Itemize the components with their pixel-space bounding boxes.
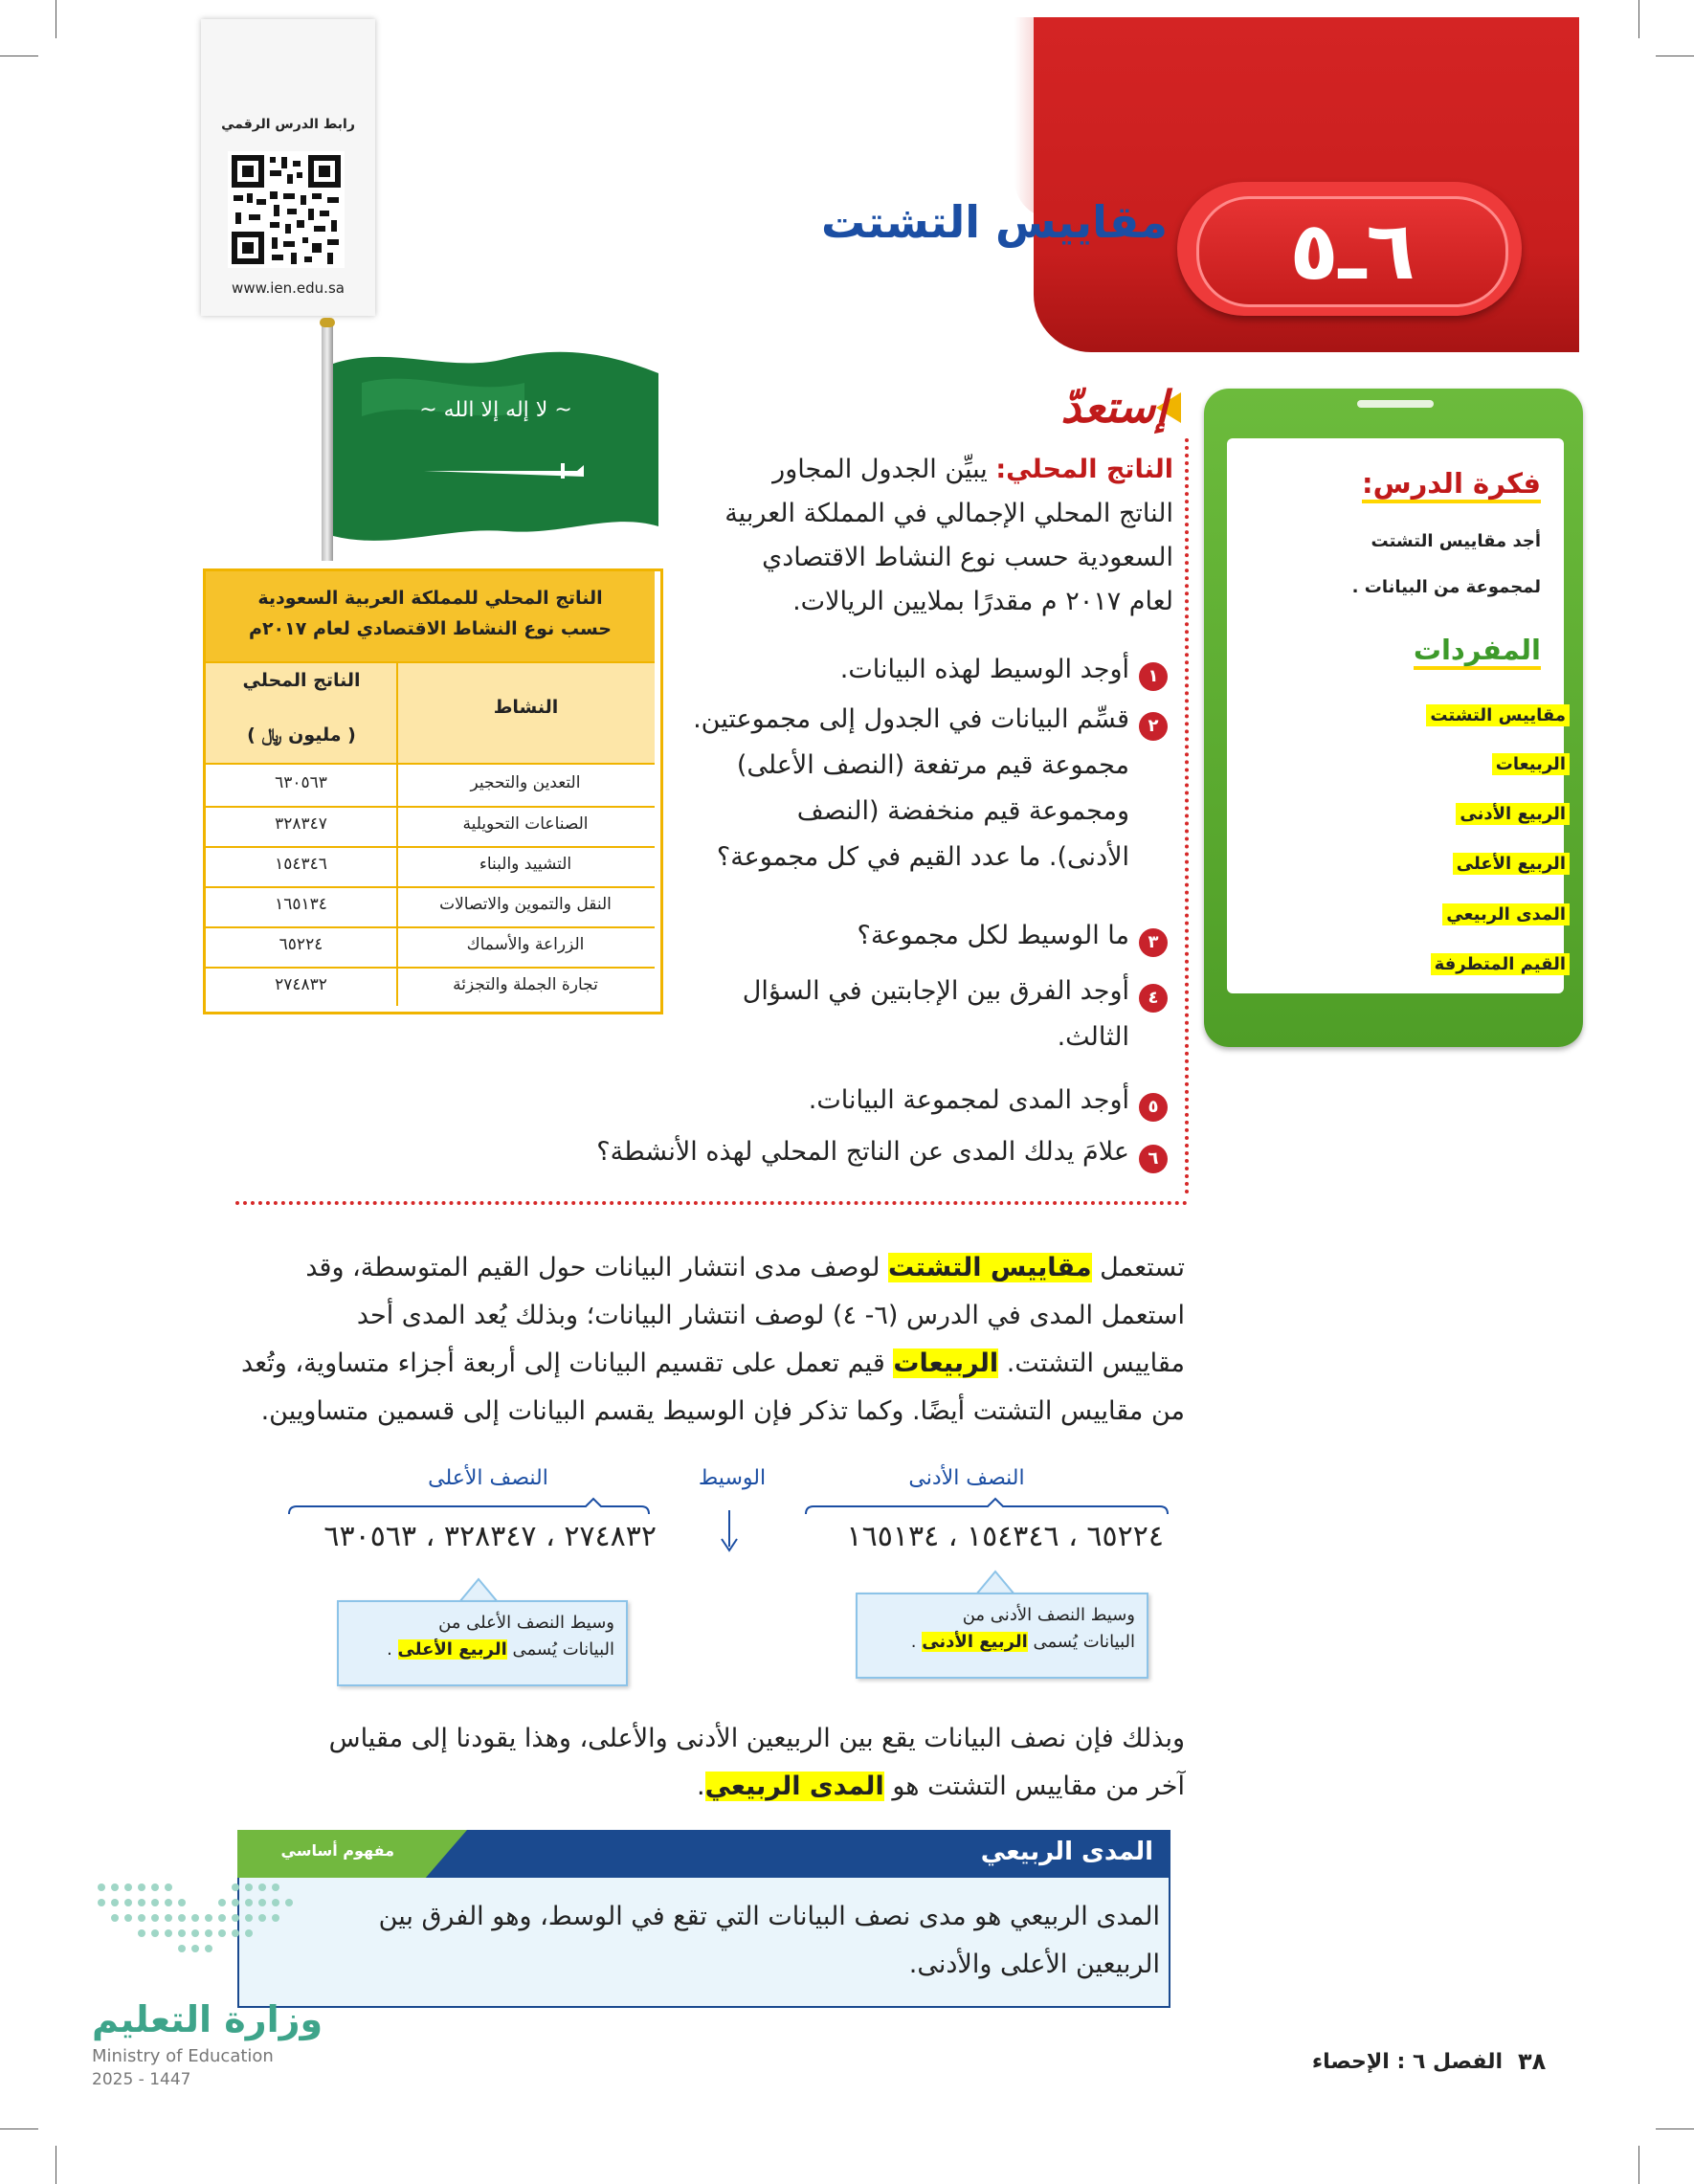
question-2-line1: قسِّم البيانات في الجدول إلى مجموعتين. — [693, 704, 1129, 734]
callout-upper-quartile — [337, 1600, 628, 1686]
table-cell-activity: تجارة الجملة والتجزئة — [453, 975, 598, 994]
table-cell-activity: النقل والتموين والاتصالات — [439, 895, 612, 914]
question-2-line3: ومجموعة قيم منخفضة (النصف — [796, 796, 1129, 826]
col-header-unit: ( مليون ﷼ ) — [247, 724, 356, 746]
callout-upper-line1: وسيط النصف الأعلى من — [438, 1613, 614, 1633]
concept-text — [287, 1893, 1160, 1989]
callout-pointer — [974, 1570, 1016, 1594]
vocab-heading — [1244, 634, 1541, 666]
explore-heading: إستعدّ — [1060, 381, 1168, 433]
body-line2: استعمل المدى في الدرس (٦- ٤) لوصف انتشار البيانات؛ وبذلك يُعد المدى أحد — [356, 1301, 1185, 1330]
lesson-idea-line2: لمجموعة من البيانات . — [1351, 577, 1541, 597]
svg-text:~ ﻻ إله إلا الله ~: ~ ﻻ إله إلا الله ~ — [419, 398, 572, 422]
intro-line3: السعودية حسب نوع النشاط الاقتصادي — [762, 543, 1173, 572]
table-rule — [206, 967, 655, 969]
col-header-activity: النشاط — [493, 697, 559, 718]
qr-label: رابط الدرس الرقمي — [221, 117, 355, 132]
question-2-line2: مجموعة قيم مرتفعة (النصف الأعلى) — [736, 750, 1129, 780]
edition-year: 2025 - 1447 — [92, 2070, 191, 2089]
intro-line1: يبيِّن الجدول المجاور — [772, 455, 988, 484]
table-cell-activity: الزراعة والأسماك — [466, 935, 585, 954]
body-line4: من مقاييس التشتت أيضًا. وكما تذكر فإن الوسيط يقسم البيانات إلى قسمين متساويين. — [260, 1396, 1185, 1426]
label-lower-half: النصف الأدنى — [908, 1466, 1025, 1490]
question-4-line2: الثالث. — [1057, 1022, 1129, 1052]
body-text: تستعمل — [1100, 1253, 1185, 1282]
vocab-item[interactable]: مقاييس التشتت — [1426, 704, 1570, 726]
question-2-line4: الأدنى). ما عدد القيم في كل مجموعة؟ — [716, 842, 1129, 872]
col-header-output: الناتج المحلي — [242, 670, 361, 691]
concept-title: المدى الربيعي — [980, 1838, 1153, 1866]
callout-upper-text: البيانات يُسمى — [512, 1639, 614, 1660]
flag-pole — [322, 322, 333, 561]
question-number: ٤ — [1139, 984, 1168, 1013]
body-text: مقاييس التشتت. — [1006, 1348, 1185, 1378]
lesson-title: مقاييس التشتت — [820, 196, 1168, 248]
qr-code-icon[interactable] — [228, 151, 345, 268]
table-cell-activity: التشييد والبناء — [479, 855, 572, 874]
explore-dotted-border — [1185, 438, 1189, 1194]
vocab-item[interactable]: الربيع الأدنى — [1456, 803, 1570, 825]
concept-line1: المدى الربيعي هو مدى نصف البيانات التي تقع في الوسط، وهو الفرق بين — [378, 1902, 1160, 1931]
callout-lower-line1: وسيط النصف الأدنى من — [962, 1605, 1135, 1625]
qr-url[interactable]: www.ien.edu.sa — [232, 279, 345, 297]
callout-lower-text: البيانات يُسمى — [1033, 1632, 1135, 1652]
concept-line2: الربيعين الأعلى والأدنى. — [908, 1950, 1160, 1979]
lesson-idea-line1: أجد مقاييس التشتت — [1371, 531, 1541, 551]
crop-mark — [1638, 2146, 1639, 2184]
table-rule — [206, 846, 655, 848]
concept-tag: مفهوم أساسي — [280, 1841, 394, 1860]
explore-intro — [687, 448, 1173, 624]
question-number: ١ — [1139, 662, 1168, 691]
lesson-idea-title: فكرة الدرس: — [1362, 467, 1541, 503]
table-rule — [206, 763, 655, 765]
table-cell-value: ٦٣٠٥٦٣ — [275, 773, 327, 792]
table-cell-value: ٦٥٢٢٤ — [279, 935, 323, 954]
table-cell-value: ٢٧٤٨٣٢ — [275, 975, 327, 994]
table-cell-value: ١٦٥١٣٤ — [275, 895, 327, 914]
question-number: ٥ — [1139, 1093, 1168, 1122]
pole-cap — [320, 318, 335, 327]
page-number: ٣٨ — [1518, 2048, 1547, 2075]
intro-line4: لعام ٢٠١٧ م مقدرًا بملايين الريالات. — [792, 587, 1173, 616]
body-paragraph-2 — [230, 1715, 1185, 1811]
question-4-line1: أوجد الفرق بين الإجابتين في السؤال — [742, 976, 1129, 1006]
body-text: آخر من مقاييس التشتت هو — [892, 1772, 1185, 1801]
table-rule — [206, 661, 655, 663]
sidebar-handle — [1357, 400, 1434, 408]
saudi-flag-icon — [333, 345, 658, 546]
callout-period: . — [387, 1639, 392, 1660]
callout-lower-quartile — [856, 1593, 1148, 1679]
body-text: لوصف مدى انتشار البيانات حول القيم المتوسطة، وقد — [305, 1253, 880, 1282]
question-number: ٦ — [1139, 1145, 1168, 1173]
question-3: ما الوسيط لكل مجموعة؟ — [857, 921, 1129, 950]
table-cell-activity: الصناعات التحويلية — [462, 814, 589, 834]
vocab-item[interactable]: المدى الربيعي — [1442, 903, 1570, 925]
body-text: قيم تعمل على تقسيم البيانات إلى أربعة أجزاء متساوية، وتُعد — [241, 1348, 885, 1378]
chapter-label: الفصل ٦ : الإحصاء — [1311, 2050, 1503, 2074]
body-text: . — [696, 1772, 705, 1801]
table-cell-value: ٣٢٨٣٤٧ — [275, 814, 327, 834]
callout-pointer — [457, 1577, 500, 1602]
table-cell-activity: التعدين والتحجير — [470, 773, 581, 792]
term-lower-quartile: الربيع الأدنى — [922, 1632, 1028, 1652]
table-rule — [206, 926, 655, 928]
callout-period: . — [910, 1632, 917, 1652]
vocab-item[interactable]: الربيعات — [1492, 753, 1570, 775]
ministry-logo-icon — [92, 1878, 302, 1964]
vocab-title: المفردات — [1414, 634, 1541, 670]
explore-dotted-rule — [235, 1201, 1188, 1205]
ministry-name-en: Ministry of Education — [92, 2046, 274, 2066]
body2-line1: وبذلك فإن نصف البيانات يقع بين الربيعين الأدنى والأعلى، وهذا يقودنا إلى مقياس — [328, 1724, 1185, 1753]
intro-line2: الناتج المحلي الإجمالي في المملكة العربية — [724, 499, 1173, 528]
ministry-name-ar: وزارة التعليم — [92, 1998, 323, 2040]
question-number: ٢ — [1139, 712, 1168, 741]
table-rule — [206, 806, 655, 808]
upper-half-values: ٢٧٤٨٣٢ ، ٣٢٨٣٤٧ ، ٦٣٠٥٦٣ — [323, 1520, 657, 1553]
question-number: ٣ — [1139, 928, 1168, 957]
vocab-item[interactable]: القيم المتطرفة — [1431, 953, 1570, 975]
crop-mark — [1656, 2128, 1694, 2129]
table-title — [206, 571, 655, 661]
vocab-item[interactable]: الربيع الأعلى — [1453, 853, 1570, 875]
question-5: أوجد المدى لمجموعة البيانات. — [808, 1085, 1129, 1115]
crop-mark — [0, 2128, 38, 2129]
lesson-idea-heading — [1244, 467, 1541, 500]
lower-half-values: ٦٥٢٢٤ ، ١٥٤٣٤٦ ، ١٦٥١٣٤ — [846, 1520, 1164, 1553]
intro-label: الناتج المحلي: — [995, 455, 1173, 484]
table-divider — [396, 661, 398, 1006]
term-dispersion: مقاييس التشتت — [888, 1253, 1092, 1282]
body-paragraph — [230, 1244, 1185, 1436]
crop-mark — [1638, 0, 1639, 38]
question-6: علامَ يدلك المدى عن الناتج المحلي لهذه الأنشطة؟ — [596, 1137, 1129, 1167]
question-1: أوجد الوسيط لهذه البيانات. — [839, 655, 1129, 684]
table-cell-value: ١٥٤٣٤٦ — [275, 855, 327, 874]
table-title-line1: الناتج المحلي للمملكة العربية السعودية — [257, 588, 603, 609]
table-rule — [206, 886, 655, 888]
term-upper-quartile: الربيع الأعلى — [397, 1639, 507, 1660]
label-upper-half: النصف الأعلى — [428, 1466, 548, 1490]
term-quartiles: الربيعات — [893, 1348, 999, 1378]
table-title-line2: حسب نوع النشاط الاقتصادي لعام ٢٠١٧م — [249, 618, 612, 639]
lesson-number: ٦ـ٥ — [1196, 196, 1508, 307]
label-median: الوسيط — [698, 1466, 767, 1490]
term-iqr: المدى الربيعي — [704, 1772, 884, 1801]
